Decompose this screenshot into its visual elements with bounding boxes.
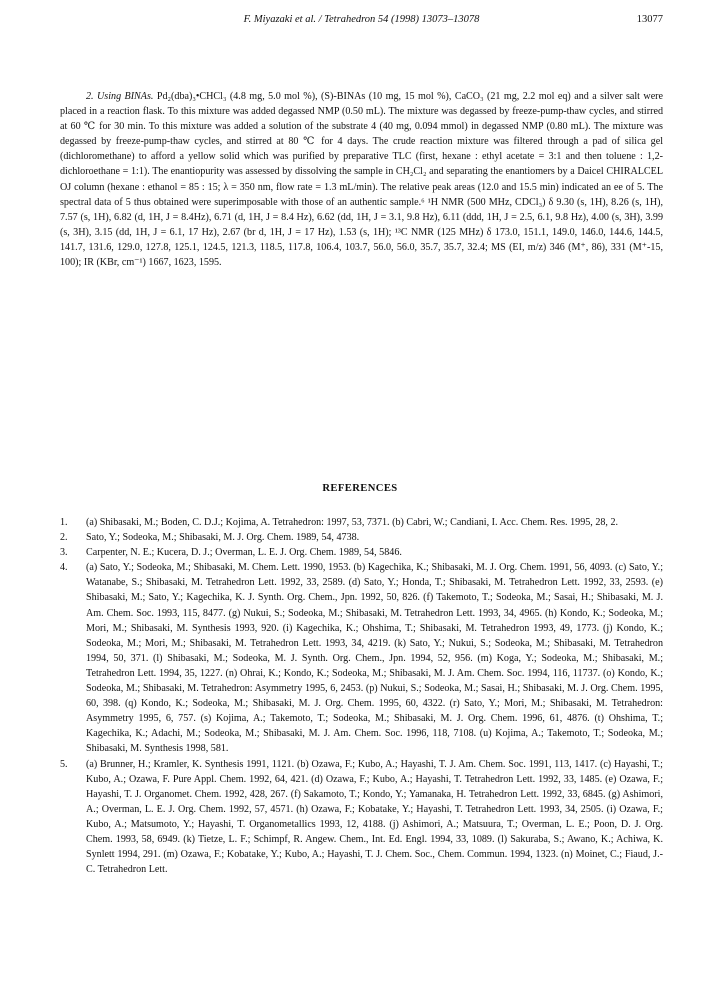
running-title: F. Miyazaki et al. / Tetrahedron 54 (1998) 13073–13078 (243, 14, 480, 25)
reference-item (60, 545, 663, 560)
reference-item (60, 560, 663, 756)
reference-number: 5. (60, 758, 68, 770)
reference-number: 3. (60, 547, 68, 559)
reference-number: 1. (60, 517, 68, 528)
reference-text: (a) Shibasaki, M.; Boden, C. D.J.; Kojima, A. Tetrahedron: 1997, 53, 7371. (b) Cabri, W.; Candiani, I. Acc. Chem. Res. 1995, 28, 2. (86, 517, 619, 528)
procedure-text: Pd₂(dba)₃•CHCl₃ (4.8 mg, 5.0 mol %), (S)-BINAs (10 mg, 15 mol %), CaCO₃ (21 mg, 2.2 mol eq) and a silver salt were placed in a reaction flask. To this mixture was added degassed NMP (0.50 mL). The mixture was degassed by freeze-pump-thaw cycles, and stirred at 60 ℃ for 30 min. To this mixture was added a solution of the substrate 4 (40 mg, 0.094 mmol) in degassed NMP (0.80 mL). The mixture was degassed by freeze-pump-thaw cycles, and stirred at 80 ℃ for 4 days. The crude reaction mixture was filtered through a pad of silica gel (dichloromethane) to afford a yellow solid which was purified by preparative TLC (first, hexane : ethyl acetate = 3:1 and then toluene : 1,2-dichloroethane = 1:1). The enantiopurity was assessed by dissolving the sample in CH₂Cl₂ and separating the enantiomers by a Daicel CHIRALCEL OJ column (hexane : ethanol = 85 : 15; λ = 350 nm, flow rate = 1.3 mL/min). The relative peak areas (12.0 and 15.5 min) indicated an ee of 5. The spectral data of 5 thus obtained were superimposable with those of an authentic sample.⁶ ¹H NMR (500 MHz, CDCl₃) δ 9.30 (s, 1H), 8.26 (s, 1H), 7.57 (s, 1H), 6.82 (d, 1H, J = 8.4Hz), 6.71 (d, 1H, J = 8.4 Hz), 6.62 (dd, 1H, J = 3.1, 9.8 Hz), 6.11 (ddd, 1H, J = 2.5, 6.1, 9.8 Hz), 4.00 (s, 3H), 3.99 (s, 3H), 3.15 (dd, 1H, J = 6.1, 17 Hz), 2.67 (br d, 1H, J = 17 Hz), 1.53 (s, 1H); ¹³C NMR (125 MHz) δ 173.0, 151.1, 149.0, 146.0, 144.6, 144.5, 141.7, 131.6, 129.0, 127.8, 125.1, 124.5, 121.3, 118.5, 117.8, 106.4, 103.7, 56.0, 56.0, 35.7, 35.7, 32.4; MS (EI, m/z) 346 (M⁺, 86), 331 (M⁺-15, 100); IR (KBr, cm⁻¹) 1667, 1623, 1595. (60, 91, 664, 269)
reference-text: (a) Brunner, H.; Kramler, K. Synthesis 1991, 1121. (b) Ozawa, F.; Kubo, A.; Hayashi, T. J. Am. Chem. Soc. 1991, 113, 1417. (c) Hayashi, T.; Kubo, A.; Ozawa, F. Pure Appl. Chem. 1992, 64, 421. (d) Ozawa, F.; Kubo, A.; Hayashi, T. Tetrahedron Lett. 1992, 33, 1485. (e) Ozawa, F.; Hayashi, T. J. Organomet. Chem. 1992, 428, 267. (f) Sakamoto, T.; Kondo, Y.; Yamanaka, H. Tetrahedron Lett. 1992, 33, 6845. (g) Ashimori, A.; Overman, L. E. J. Org. Chem. 1992, 57, 4571. (h) Ozawa, F.; Kobatake, Y.; Hayashi, T. Tetrahedron Lett. 1993, 34, 2505. (i) Ozawa, F.; Kubo, A.; Matsumoto, Y.; Hayashi, T. Organometallics 1993, 12, 4188. (j) Ashimori, A.; Matsuura, T.; Overman, L. E.; Poon, D. J. Org. Chem. 1993, 58, 6949. (k) Tietze, L. F.; Schimpf, R. Angew. Chem., Int. Ed. Engl. 1994, 33, 1089. (l) Sakuraba, S.; Awano, K.; Achiwa, K. Synlett 1994, 291. (m) Ozawa, F.; Kobatake, Y.; Kubo, A.; Hayashi, T. J. Chem. Soc., Chem. Commun. 1994, 1323. (n) Moinet, C.; Fiaud, J.-C. Tetrahedron Lett. (86, 758, 663, 876)
reference-number: 2. (60, 532, 68, 544)
references-heading: REFERENCES (322, 483, 398, 494)
reference-number: 4. (60, 562, 68, 574)
procedure-lead: 2. Using BINAs. (86, 91, 154, 102)
reference-item (60, 515, 663, 530)
reference-item (60, 530, 663, 545)
reference-item (60, 757, 663, 878)
reference-text: (a) Sato, Y.; Sodeoka, M.; Shibasaki, M. Chem. Lett. 1990, 1953. (b) Kagechika, K.; Shibasaki, M. J. Org. Chem. 1991, 56, 4093. (c) Sato, Y.; Watanabe, S.; Shibasaki, M. Tetrahedron Lett. 1992, 33, 2589. (d) Sato, Y.; Honda, T.; Shibasaki, M. Tetrahedron Lett. 1992, 33, 2593. (e) Shibasaki, M.; Sato, Y.; Kagechika, K. J. Synth. Org. Chem., Jpn. 1992, 50, 826. (f) Takemoto, T.; Sodeoka, M.; Sasai, H.; Shibasaki, M. J. Am. Chem. Soc. 1993, 115, 8477. (g) Nukui, S.; Sodeoka, M.; Shibasaki, M. Tetrahedron Lett. 1993, 34, 4965. (h) Kondo, K.; Sodeoka, M.; Mori, M.; Shibasaki, M. Synthesis 1993, 920. (i) Kagechika, K.; Ohshima, T.; Shibasaki, M. Tetrahedron 1993, 49, 1773. (j) Kondo, K.; Sodeoka, M.; Mori, M.; Shibasaki, M. Tetrahedron Lett. 1993, 34, 4219. (k) Sato, Y.; Nukui, S.; Sodeoka, M.; Shibasaki, M. Tetrahedron 1994, 50, 371. (l) Shibasaki, M.; Sodeoka, M. J. Synth. Org. Chem., Jpn. 1994, 52, 956. (m) Koga, Y.; Sodeoka, M.; Shibasaki, M.; Tetrahedron Lett. 1994, 35, 1227. (n) Ohrai, K.; Kondo, K.; Sodeoka, M.; Shibasaki, M. J. Am. Chem. Soc. 1994, 116, 11737. (o) Kondo, K.; Sodeoka, M.; Shibasaki, M. Tetrahedron: Asymmetry 1995, 6, 2453. (p) Nukui, S.; Sodeoka, M.; Sasai, H.; Shibasaki, M. J. Org. Chem. 1995, 60, 398. (q) Kondo, K.; Sodeoka, M.; Shibasaki, M. J. Org. Chem. 1995, 60, 4322. (r) Sato, Y.; Mori, M.; Shibasaki, M. Tetrahedron: Asymmetry 1995, 6, 757. (s) Kojima, A.; Takemoto, T.; Sodeoka, M.; Shibasaki, M. J. Org. Chem. 1996, 61, 4876. (t) Ohshima, T.; Kagechika, K.; Adachi, M.; Sodeoka, M.; Shibasaki, M. J. Am. Chem. Soc. 1996, 118, 7108. (u) Kojima, A.; Takemoto, T.; Sodeoka, M.; Shibasaki, M. Synthesis 1998, 581. (86, 562, 663, 755)
references-list (60, 515, 663, 877)
page-number: 13077 (636, 14, 663, 25)
reference-text: Carpenter, N. E.; Kucera, D. J.; Overman, L. E. J. Org. Chem. 1989, 54, 5846. (86, 547, 402, 559)
running-header (60, 14, 663, 30)
reference-text: Sato, Y.; Sodeoka, M.; Shibasaki, M. J. Org. Chem. 1989, 54, 4738. (86, 532, 360, 544)
procedure-paragraph (60, 89, 663, 270)
